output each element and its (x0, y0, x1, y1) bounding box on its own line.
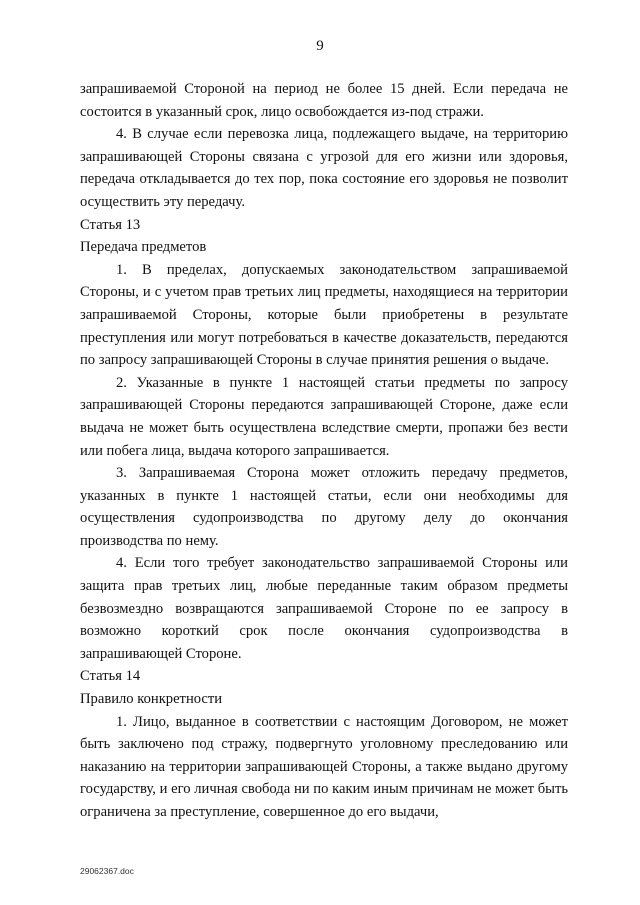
article-14-number: Статья 14 (80, 668, 141, 685)
paragraph: 4. В случае если перевозка лица, подлежащего выдаче, на территорию запрашивающей Стороны связана с угрозой для его жизни или здоровья, передача откладывается до тех пор, пока состояние его здоровья не позволит осуществить эту передачу. (80, 126, 568, 210)
paragraph: 2. Указанные в пункте 1 настоящей статьи предметы по запросу запрашивающей Стороны передаются запрашивающей Стороне, даже если выдача не может быть осуществлена вследствие смерти, пропажи без вести или побега лица, выдача которого запрашивается. (80, 374, 568, 459)
paragraph: запрашиваемой Стороной на период не более 15 дней. Если передача не состоится в указанный срок, лицо освобождается из-под стражи. (80, 81, 568, 120)
paragraph: 4. Если того требует законодательство запрашиваемой Стороны или защита прав третьих лиц, любые переданные таким образом предметы безвозмездно возвращаются запрашиваемой Стороне по ее запросу в возможно короткий срок после окончания судопроизводства в запрашивающей Стороне. (80, 555, 568, 662)
paragraph: 1. В пределах, допускаемых законодательством запрашиваемой Стороны, и с учетом прав третьих лиц предметы, находящиеся на территории запрашиваемой Стороны, которые были приобретены в результате преступления или могут потребоваться в качестве доказательств, передаются по запросу запрашивающей Стороны в случае принятия решения о выдаче. (80, 261, 568, 369)
article-13-number: Статья 13 (80, 216, 141, 233)
document-filename: 29062367.doc (80, 866, 134, 876)
paragraph: 1. Лицо, выданное в соответствии с настоящим Договором, не может быть заключено под стражу, подвергнуто уголовному преследованию или наказанию на территории запрашивающей Стороны, а также выдано другому государству, и его личная свобода ни по каким иным причинам не может быть ограничена за преступление, совершенное до его выдачи, (80, 713, 568, 820)
page-number: 9 (316, 38, 324, 54)
paragraph: 3. Запрашиваемая Сторона может отложить передачу предметов, указанных в пункте 1 настоящей статьи, если они необходимы для осуществления судопроизводства по другому делу до окончания производства по нему. (80, 465, 568, 549)
document-body (80, 78, 568, 824)
article-14-title: Правило конкретности (80, 691, 223, 708)
article-13-title: Передача предметов (80, 239, 207, 256)
